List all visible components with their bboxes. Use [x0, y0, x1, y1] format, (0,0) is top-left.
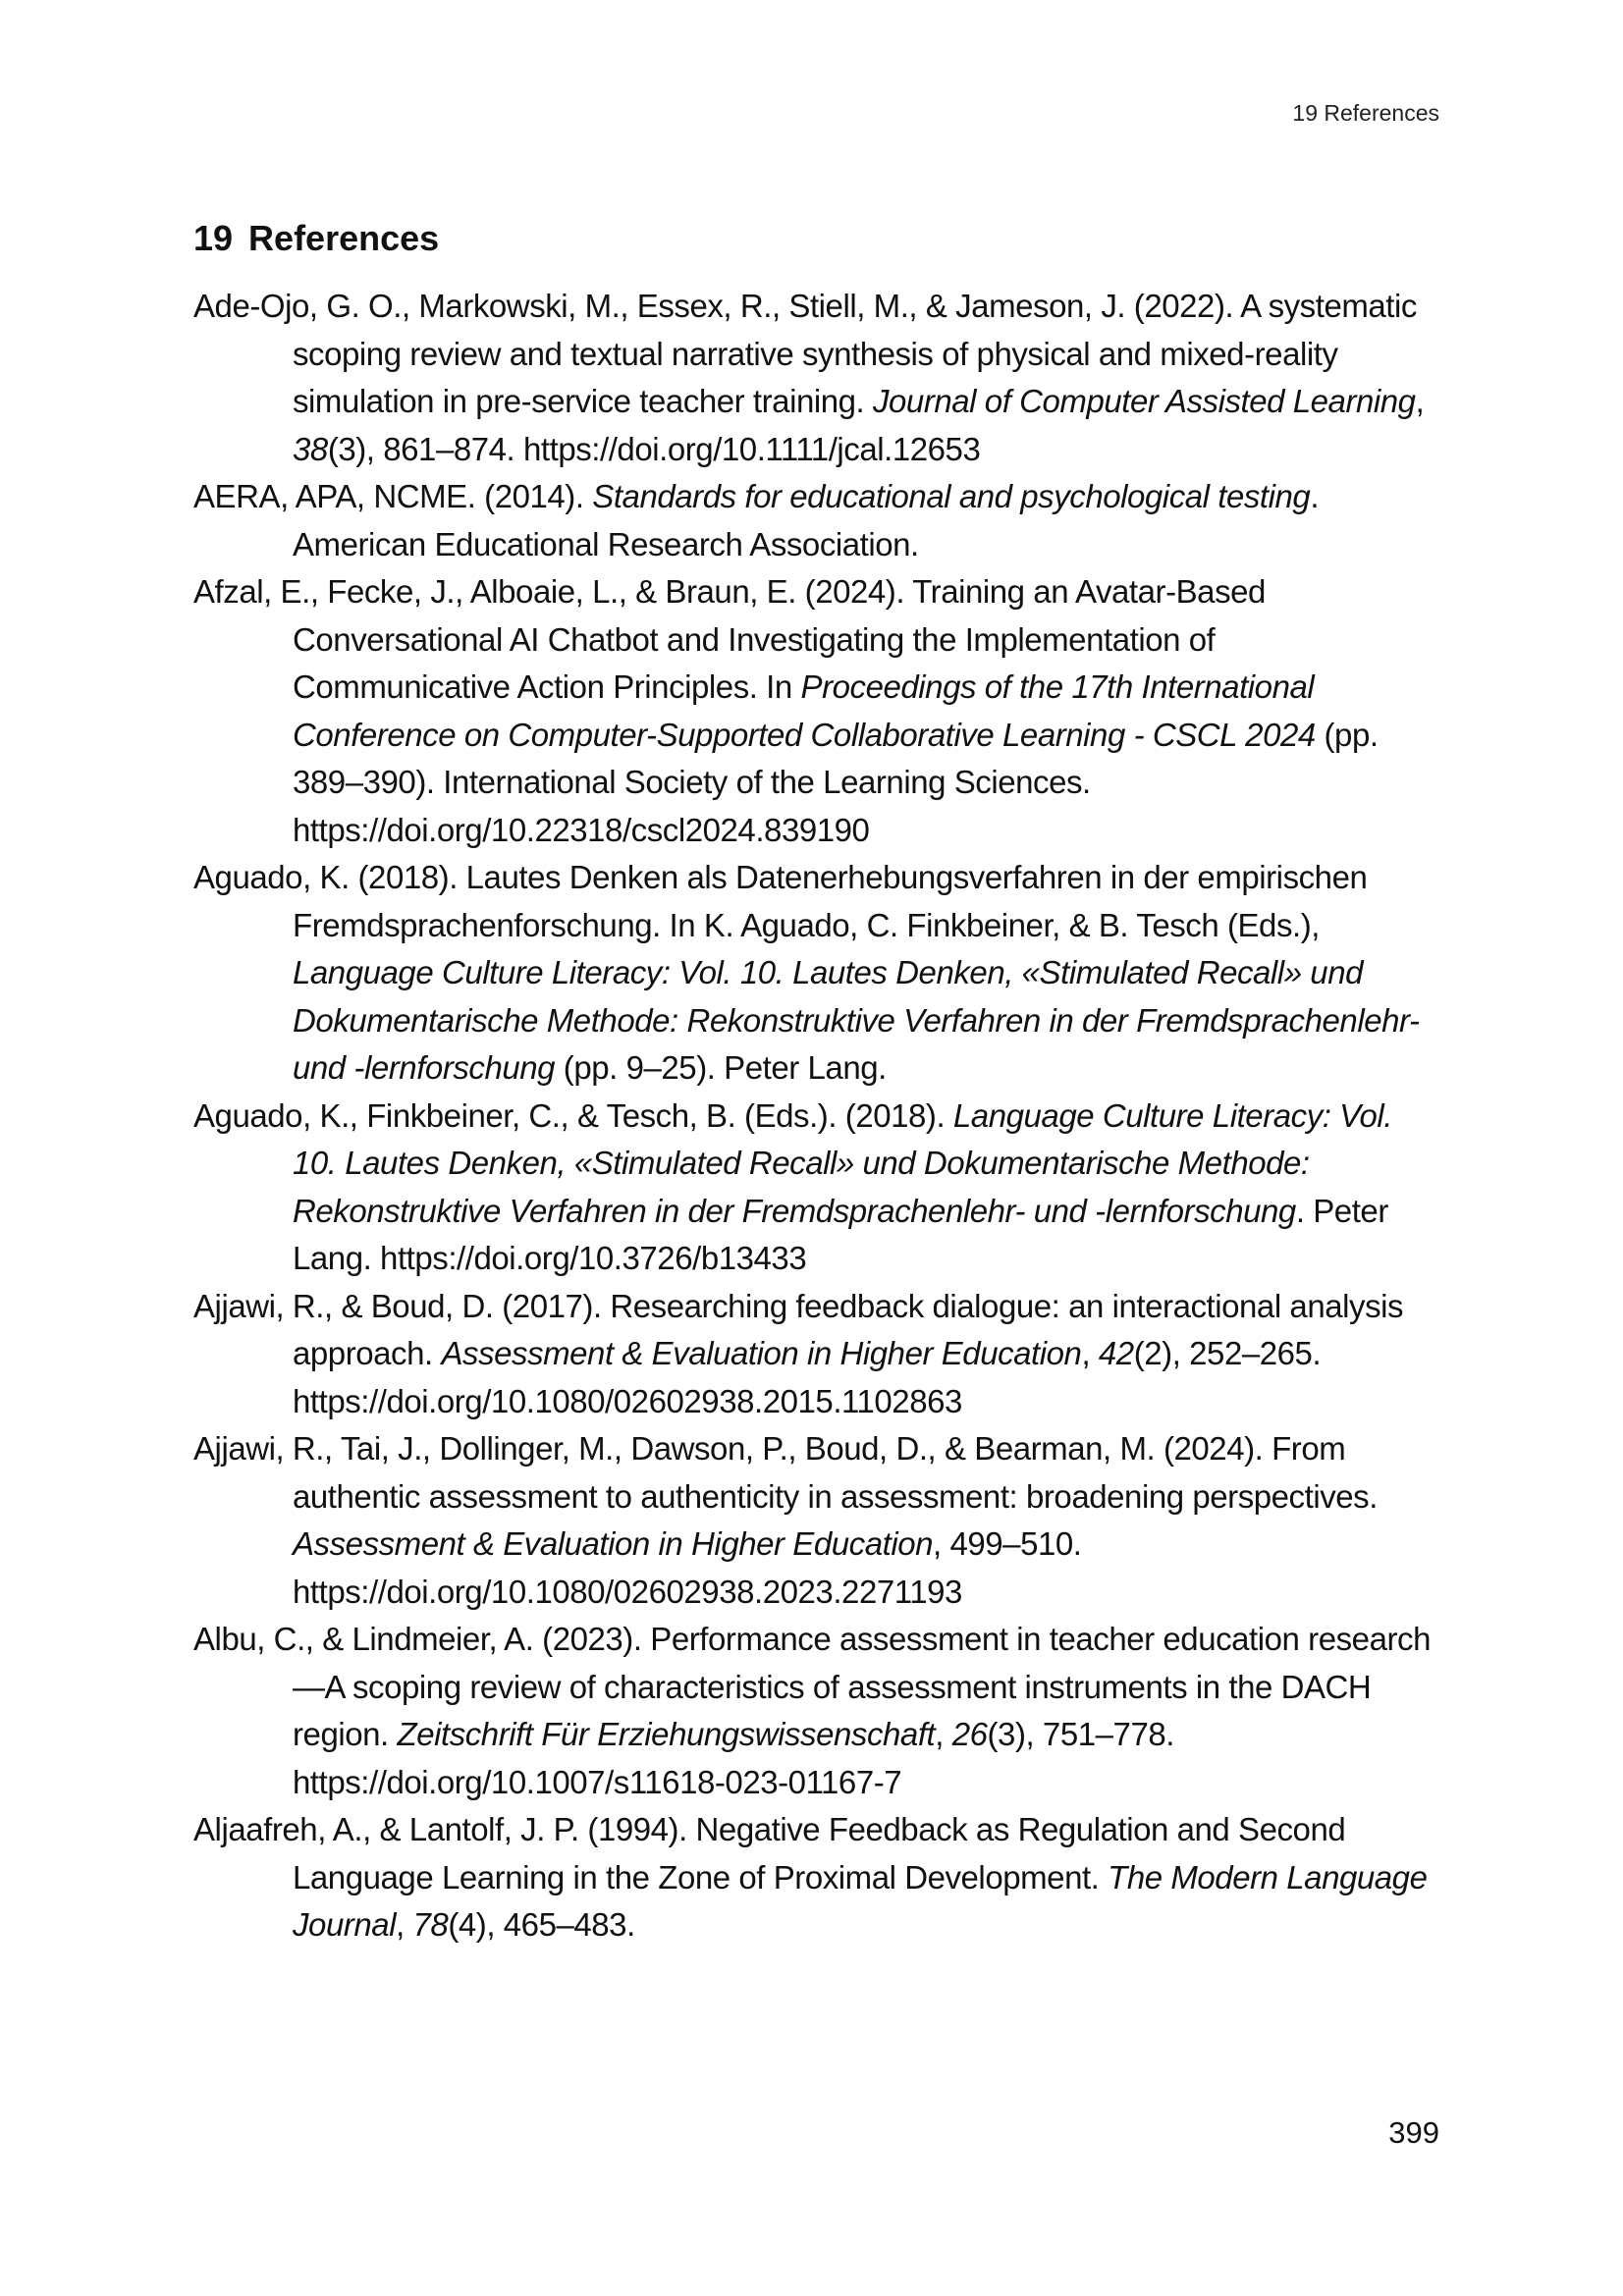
ref-volume: 78: [412, 1906, 449, 1943]
reference-entry: [193, 854, 1440, 1093]
ref-text: (3), 861–874. https://doi.org/10.1111/jcal.12653: [327, 430, 981, 467]
ref-text: (2), 252–265. https://doi.org/10.1080/02602938.2015.1102863: [293, 1335, 1322, 1419]
ref-text: Afzal, E., Fecke, J., Alboaie, L., & Braun, E. (2024). Training an Avatar-Based Conversational AI Chatbot and Investigating the Implementation of Communicative Action Principles. In: [193, 573, 1266, 705]
ref-journal-title: Journal of Computer Assisted Learning: [872, 383, 1416, 419]
reference-entry: [193, 1616, 1440, 1806]
ref-text: Aljaafreh, A., & Lantolf, J. P. (1994). Negative Feedback as Regulation and Second Language Learning in the Zone of Proximal Development.: [193, 1811, 1346, 1896]
ref-proceedings-title: Proceedings of the 17th International Conference on Computer-Supported Collaborative Learning - CSCL 2024: [293, 668, 1316, 753]
ref-text: . Peter Lang. https://doi.org/10.3726/b13433: [293, 1192, 1388, 1276]
ref-volume: 42: [1098, 1335, 1134, 1371]
ref-text: Albu, C., & Lindmeier, A. (2023). Performance assessment in teacher education research—A scoping review of characteristics of assessment instruments in the DACH region.: [193, 1621, 1431, 1752]
ref-book-title: Language Culture Literacy: Vol. 10. Lautes Denken, «Stimulated Recall» und Dokumentarische Methode: Rekonstruktive Verfahren in der Fremdsprachenlehr- und -lernforschung: [293, 954, 1420, 1086]
running-header: 19 References: [1292, 100, 1439, 126]
ref-text: ,: [1415, 383, 1425, 419]
ref-journal-title: Assessment & Evaluation in Higher Education: [441, 1335, 1082, 1371]
reference-list: [193, 283, 1440, 1949]
page-number: 399: [1388, 2115, 1439, 2150]
reference-entry: [193, 473, 1440, 568]
ref-text: , 499–510. https://doi.org/10.1080/02602938.2023.2271193: [293, 1525, 1082, 1610]
section-heading: [193, 218, 439, 259]
ref-text: Ade-Ojo, G. O., Markowski, M., Essex, R., Stiell, M., & Jameson, J. (2022). A systematic scoping review and textual narrative synthesis of physical and mixed-reality simulation in pre-service teacher training.: [193, 288, 1417, 419]
ref-book-title: Standards for educational and psychological testing: [592, 478, 1311, 514]
ref-journal-title: Zeitschrift Für Erziehungswissenschaft: [397, 1716, 936, 1752]
reference-entry: [193, 1425, 1440, 1616]
ref-volume: 26: [951, 1716, 988, 1752]
ref-text: Aguado, K. (2018). Lautes Denken als Datenerhebungsverfahren in der empirischen Fremdsprachenforschung. In K. Aguado, C. Finkbeiner, & B. Tesch (Eds.),: [193, 859, 1368, 943]
reference-entry: [193, 1806, 1440, 1949]
ref-text: ,: [935, 1716, 952, 1752]
ref-text: Aguado, K., Finkbeiner, C., & Tesch, B. (Eds.). (2018).: [193, 1096, 953, 1134]
ref-text: ,: [1081, 1335, 1099, 1371]
ref-text: . American Educational Research Association.: [293, 478, 1320, 562]
reference-entry: [193, 283, 1440, 473]
ref-text: ,: [396, 1906, 413, 1943]
ref-text: Ajjawi, R., & Boud, D. (2017). Researching feedback dialogue: an interactional analysis approach.: [193, 1287, 1404, 1371]
ref-journal-title: The Modern Language Journal: [293, 1858, 1428, 1943]
ref-text: (pp. 389–390). International Society of the Learning Sciences. https://doi.org/10.22318/cscl2024.839190: [293, 716, 1379, 848]
reference-entry: [193, 1093, 1440, 1283]
ref-text: Ajjawi, R., Tai, J., Dollinger, M., Dawson, P., Boud, D., & Bearman, M. (2024). From authentic assessment to authenticity in assessment: broadening perspectives.: [193, 1430, 1378, 1515]
ref-volume: 38: [293, 430, 328, 467]
section-number: 19: [193, 218, 234, 258]
ref-text: (4), 465–483.: [448, 1906, 635, 1943]
ref-text: AERA, APA, NCME. (2014).: [193, 478, 593, 514]
ref-text: (3), 751–778. https://doi.org/10.1007/s11618-023-01167-7: [293, 1716, 1174, 1800]
ref-text: (pp. 9–25). Peter Lang.: [555, 1049, 887, 1086]
reference-entry: [193, 568, 1440, 854]
reference-entry: [193, 1283, 1440, 1426]
ref-book-title: Language Culture Literacy: Vol. 10. Lautes Denken, «Stimulated Recall» und Dokumentarische Methode: Rekonstruktive Verfahren in der Fremdsprachenlehr- und -lernforschung: [293, 1096, 1393, 1229]
ref-journal-title: Assessment & Evaluation in Higher Education: [293, 1525, 934, 1562]
section-title: References: [248, 218, 440, 258]
